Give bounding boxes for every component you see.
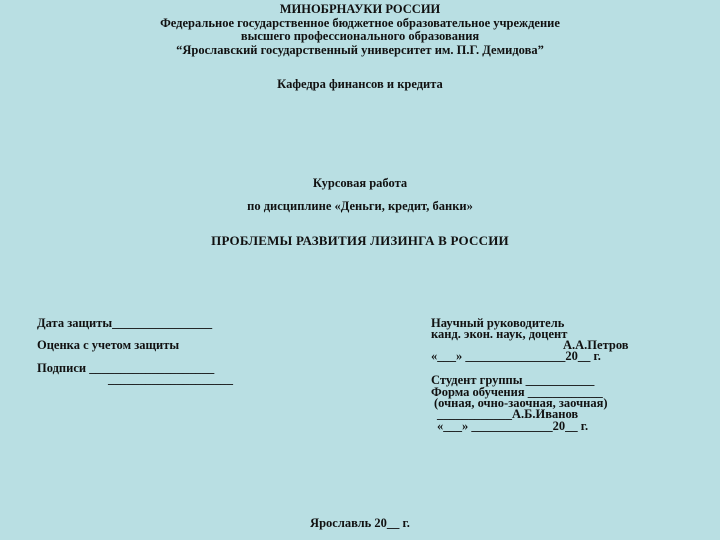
supervisor-label: Научный руководитель <box>431 316 565 330</box>
university-name: “Ярославский государственный университет им. П.Г. Демидова” <box>176 43 544 57</box>
study-form: Форма обучения ____________ <box>431 385 603 399</box>
work-title: ПРОБЛЕМЫ РАЗВИТИЯ ЛИЗИНГА В РОССИИ <box>211 233 509 248</box>
student-date: «___» _____________20__ г. <box>437 419 589 433</box>
grade-field: Оценка с учетом защиты <box>37 338 180 352</box>
supervisor-degree: канд. экон. наук, доцент <box>431 327 568 341</box>
supervisor-date: «___» ________________20__ г. <box>431 349 601 363</box>
student-group: Студент группы ___________ <box>431 373 595 387</box>
department-name: Кафедра финансов и кредита <box>277 77 443 91</box>
institution-line-1: Федеральное государственное бюджетное образовательное учреждение <box>160 16 560 30</box>
city-year: Ярославль 20__ г. <box>310 516 410 530</box>
discipline-line: по дисциплине «Деньги, кредит, банки» <box>247 199 473 213</box>
institution-line-2: высшего профессионального образования <box>240 29 480 43</box>
work-type: Курсовая работа <box>312 176 408 190</box>
ministry-title: МИНОБРНАУКИ РОССИИ <box>279 2 441 16</box>
student-name: ____________А.Б.Иванов <box>437 407 579 421</box>
defense-date-field: Дата защиты________________ <box>37 316 213 330</box>
signatures-line-1: Подписи ____________________ <box>37 361 215 375</box>
supervisor-name: А.А.Петров <box>563 338 629 352</box>
study-form-options: (очная, очно-заочная, заочная) <box>434 396 608 410</box>
signatures-line-2: ____________________ <box>108 372 233 386</box>
